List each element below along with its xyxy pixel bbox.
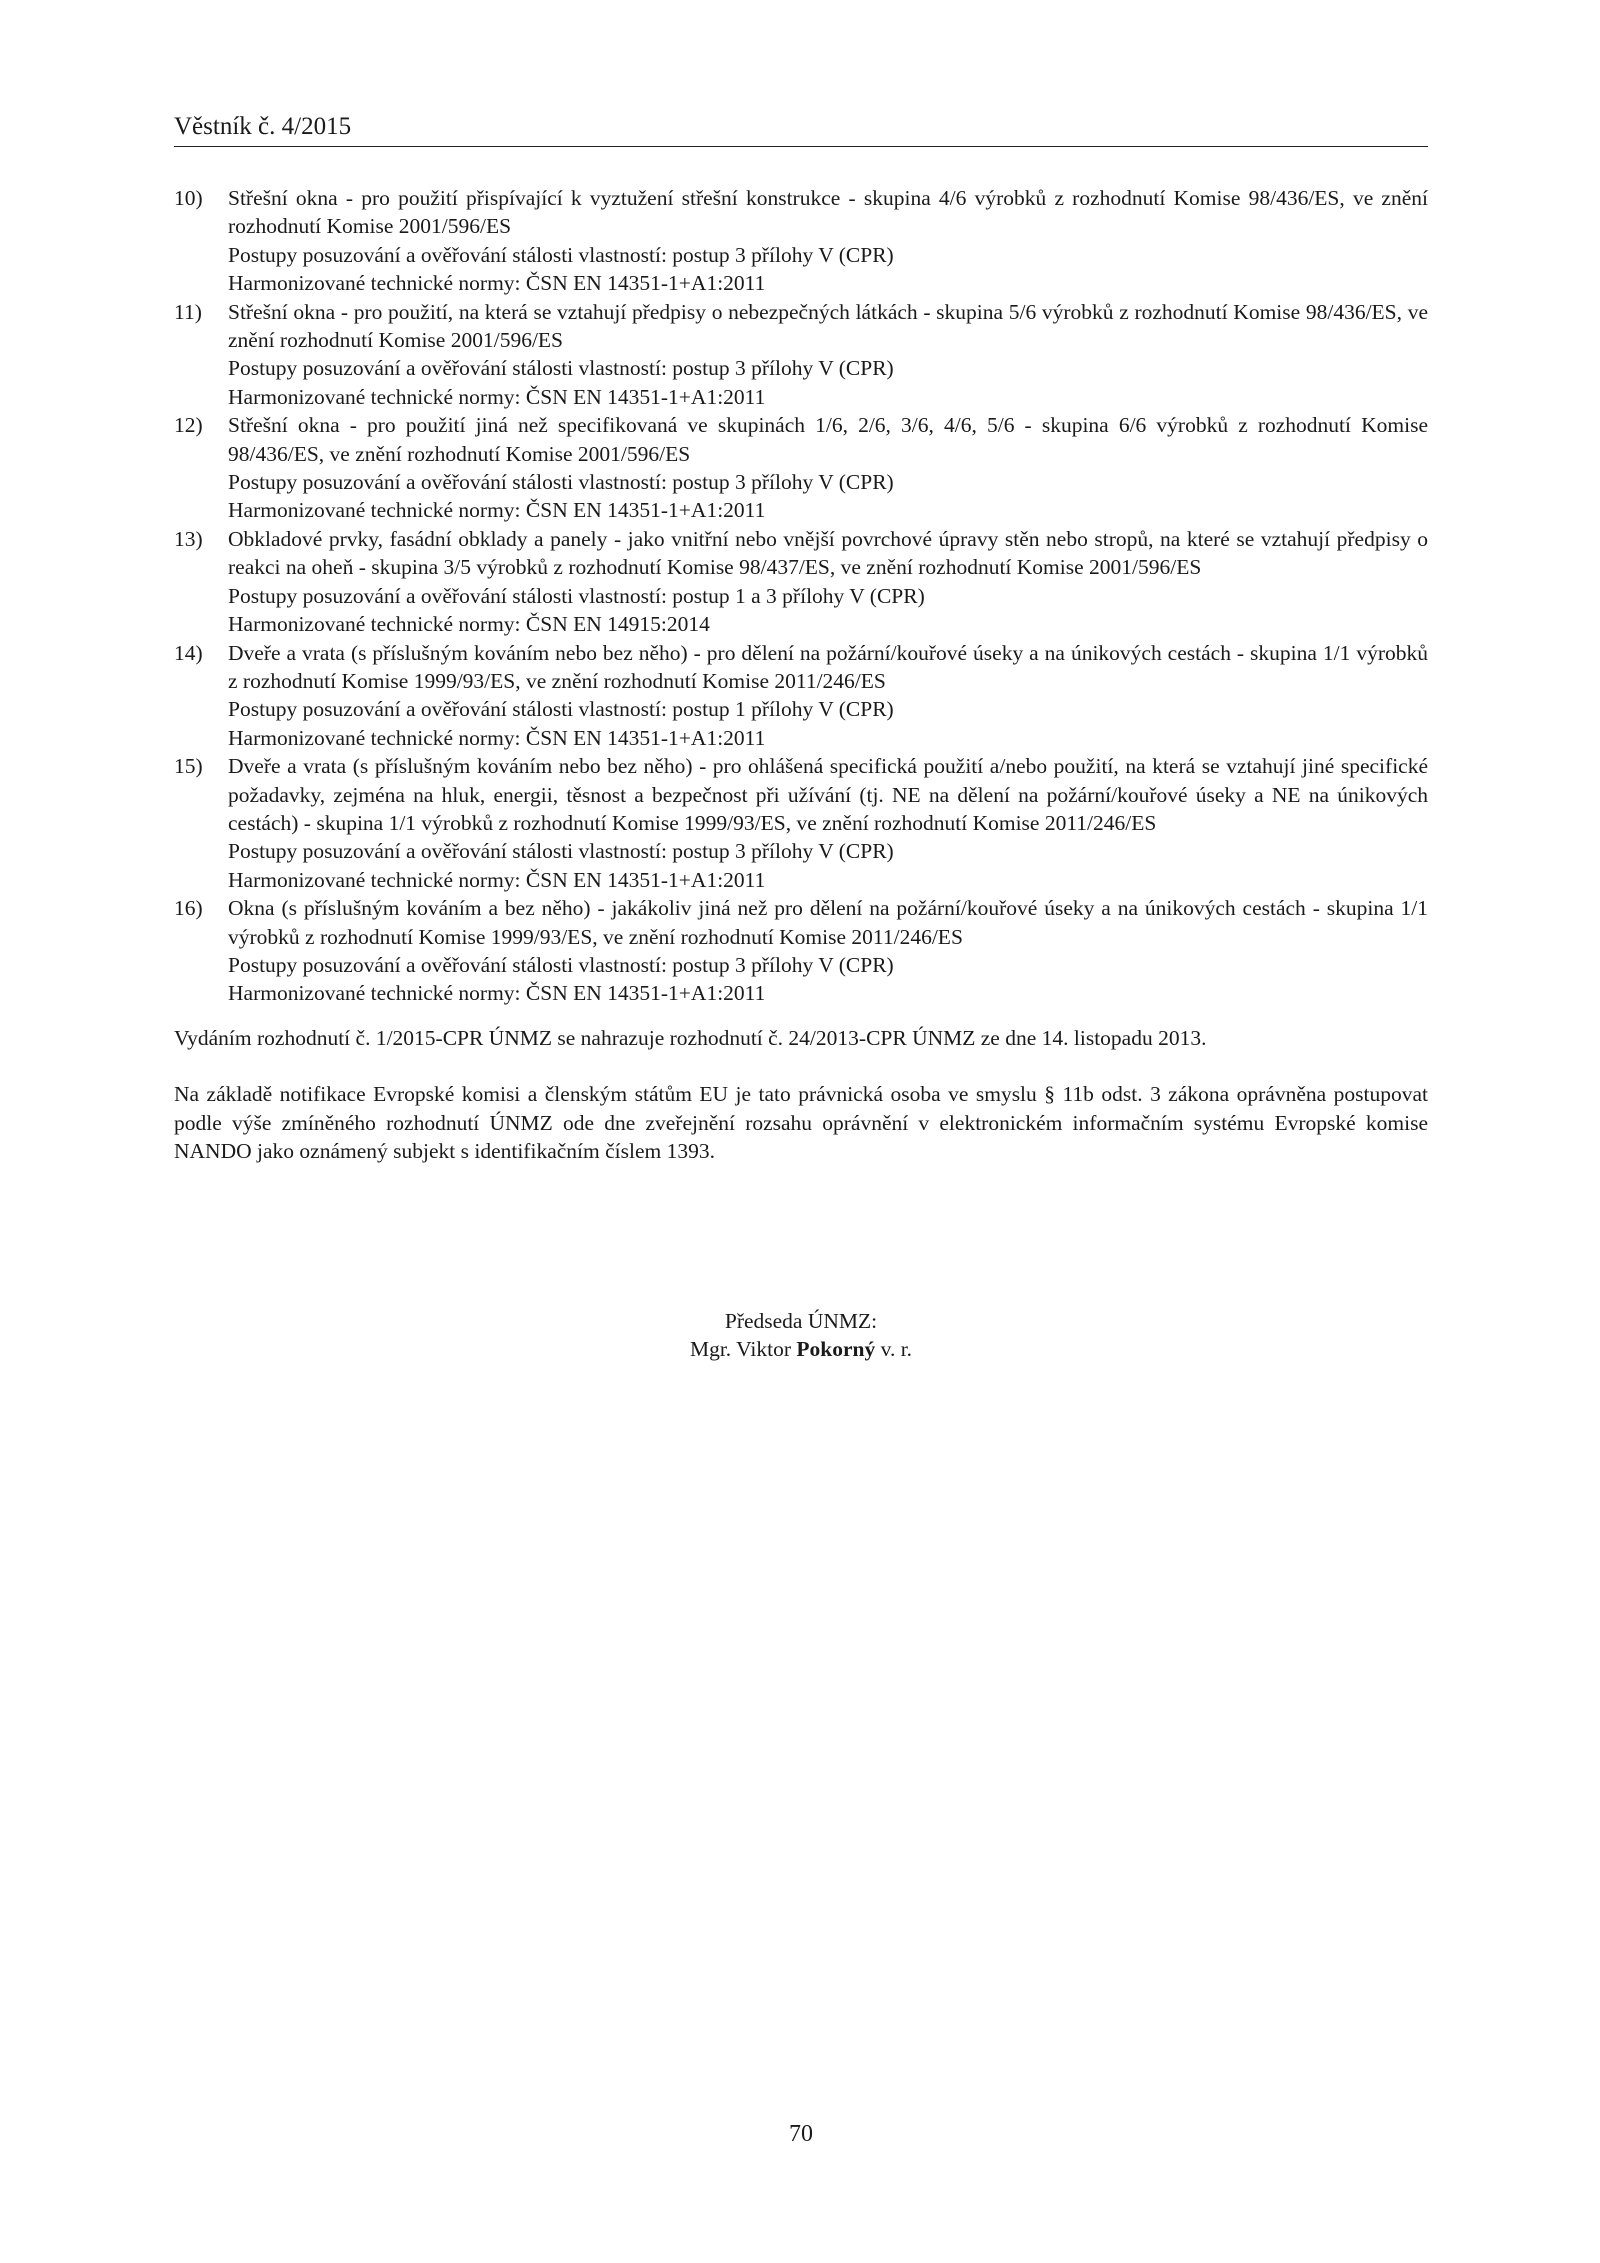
signatory-suffix: v. r. [880, 1337, 913, 1362]
signatory-surname: Pokorný [796, 1337, 876, 1362]
item-body [228, 894, 1428, 1008]
item-body [228, 752, 1428, 894]
item-number: 10) [174, 186, 203, 210]
item-body [228, 411, 1428, 525]
item-description: Střešní okna - pro použití, na která se vztahují předpisy o nebezpečných látkách - skupina 5/6 výrobků z rozhodnutí Komise 98/436/ES, ve znění rozhodnutí Komise 2001/596/ES [228, 299, 1428, 353]
item-description: Okna (s příslušným kováním a bez něho) - jakákoliv jiná než pro dělení na požární/kouřové úseky a na únikových cestách - skupina 1/1 výrobků z rozhodnutí Komise 1999/93/ES, ve znění rozhodnutí Komise 2011/246/ES [228, 896, 1428, 949]
item-standards: Harmonizované technické normy: ČSN EN 14351-1+A1:2011 [228, 498, 766, 523]
item-standards: Harmonizované technické normy: ČSN EN 14351-1+A1:2011 [228, 981, 766, 1006]
item-standards: Harmonizované technické normy: ČSN EN 14351-1+A1:2011 [228, 384, 766, 409]
document-body [174, 184, 1428, 1165]
item-standards: Harmonizované technické normy: ČSN EN 14351-1+A1:2011 [228, 725, 766, 750]
item-number: 12) [174, 413, 203, 438]
item-standards: Harmonizované technické normy: ČSN EN 14351-1+A1:2011 [228, 867, 766, 892]
item-body [228, 184, 1428, 298]
replacement-paragraph: Vydáním rozhodnutí č. 1/2015-CPR ÚNMZ se nahrazuje rozhodnutí č. 24/2013-CPR ÚNMZ ze dne 14. listopadu 2013. [174, 1025, 1207, 1050]
item-description: Střešní okna - pro použití jiná než specifikovaná ve skupinách 1/6, 2/6, 3/6, 4/6, 5/6 - skupina 6/6 výrobků z rozhodnutí Komise 98/436/ES, ve znění rozhodnutí Komise 2001/596/ES [228, 413, 1428, 466]
item-number: 14) [174, 640, 203, 665]
item-body [228, 525, 1428, 639]
item-standards: Harmonizované technické normy: ČSN EN 14915:2014 [228, 612, 710, 637]
item-procedure: Postupy posuzování a ověřování stálosti vlastností: postup 3 přílohy V (CPR) [228, 952, 894, 977]
item-number: 11) [174, 299, 202, 324]
page-number: 70 [789, 2121, 813, 2147]
signatory-role: Předseda ÚNMZ: [724, 1309, 878, 1333]
list-item [174, 894, 1428, 1008]
item-procedure: Postupy posuzování a ověřování stálosti vlastností: postup 3 přílohy V (CPR) [228, 470, 894, 495]
item-number: 13) [174, 526, 203, 551]
item-body [228, 298, 1428, 412]
list-item [174, 184, 1428, 298]
item-number: 16) [174, 896, 203, 921]
item-description: Dveře a vrata (s příslušným kováním nebo bez něho) - pro dělení na požární/kouřové úseky a na únikových cestách - skupina 1/1 výrobků z rozhodnutí Komise 1999/93/ES, ve znění rozhodnutí Komise 2011/246/ES [228, 640, 1428, 693]
list-item [174, 752, 1428, 894]
bulletin-title: Věstník č. 4/2015 [174, 113, 352, 140]
item-description: Střešní okna - pro použití přispívající k vyztužení střešní konstrukce - skupina 4/6 výrobků z rozhodnutí Komise 98/436/ES, ve znění rozhodnutí Komise 2001/596/ES [228, 186, 1428, 239]
item-description: Dveře a vrata (s příslušným kováním nebo bez něho) - pro ohlášená specifická použití a/nebo použití, na která se vztahují jiné specifické požadavky, zejména na hluk, energii, těsnost a bezpečnost při užívání (tj. NE na dělení na požární/kouřové úseky a NE na únikových cestách) - skupina 1/1 výrobků z rozhodnutí Komise 1999/93/ES, ve znění rozhodnutí Komise 2011/246/ES [228, 754, 1428, 835]
item-procedure: Postupy posuzování a ověřování stálosti vlastností: postup 3 přílohy V (CPR) [228, 242, 894, 267]
item-procedure: Postupy posuzování a ověřování stálosti vlastností: postup 1 a 3 přílohy V (CPR) [228, 583, 925, 608]
item-description: Obkladové prvky, fasádní obklady a panely - jako vnitřní nebo vnější povrchové úpravy stěn nebo stropů, na které se vztahují předpisy o reakci na oheň - skupina 3/5 výrobků z rozhodnutí Komise 98/437/ES, ve znění rozhodnutí Komise 2001/596/ES [228, 526, 1428, 580]
list-item [174, 525, 1428, 639]
item-number: 15) [174, 754, 203, 779]
item-procedure: Postupy posuzování a ověřování stálosti vlastností: postup 3 přílohy V (CPR) [228, 356, 894, 381]
item-standards: Harmonizované technické normy: ČSN EN 14351-1+A1:2011 [228, 271, 766, 296]
page-header [174, 110, 1428, 147]
signatory-name [174, 1335, 1428, 1363]
list-item [174, 298, 1428, 412]
list-item [174, 411, 1428, 525]
notification-paragraph: Na základě notifikace Evropské komisi a členským státům EU je tato právnická osoba ve smyslu § 11b odst. 3 zákona oprávněna postupovat podle výše zmíněného rozhodnutí ÚNMZ ode dne zveřejnění rozsahu oprávnění v elektronickém informačním systému Evropské komise NANDO jako oznámený subjekt s identifikačním číslem 1393. [174, 1082, 1428, 1163]
item-body [228, 639, 1428, 753]
signature-block [174, 1307, 1428, 1364]
list-item [174, 639, 1428, 753]
item-procedure: Postupy posuzování a ověřování stálosti vlastností: postup 1 přílohy V (CPR) [228, 697, 894, 722]
item-procedure: Postupy posuzování a ověřování stálosti vlastností: postup 3 přílohy V (CPR) [228, 839, 894, 864]
signatory-name-prefix: Mgr. Viktor [689, 1337, 791, 1362]
